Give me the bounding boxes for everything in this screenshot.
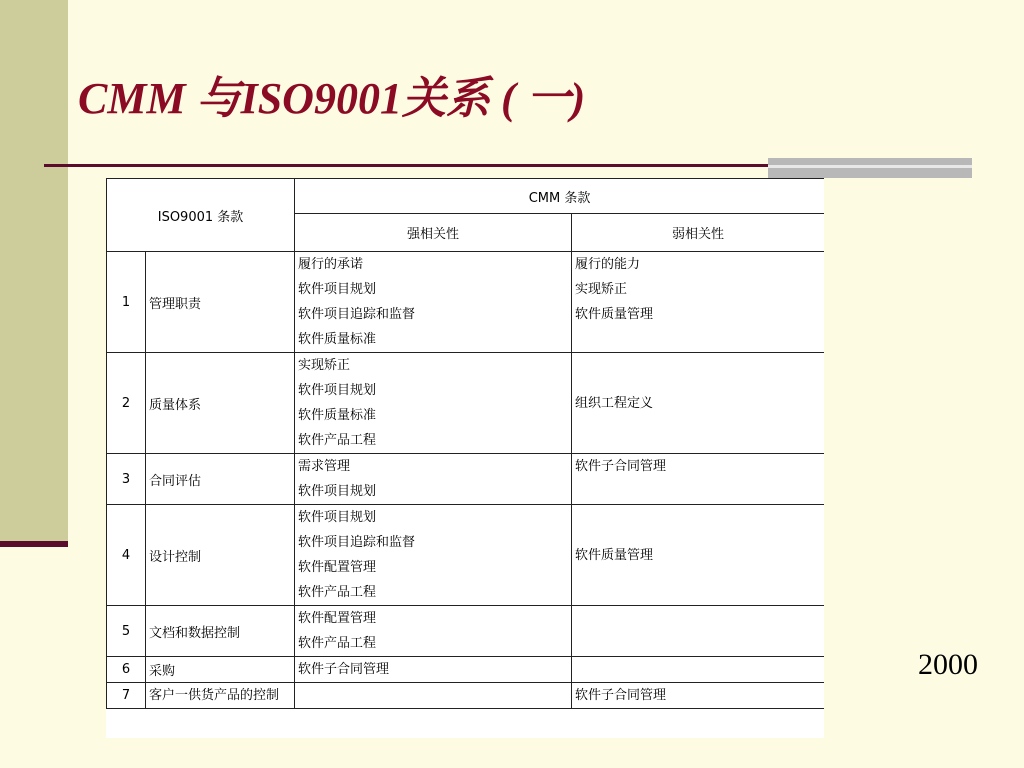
strong-cell [295,683,572,709]
cmm-item: 履行的能力 [575,257,641,272]
iso-clause-cell: 设计控制 [146,505,295,606]
row-number: 6 [107,657,146,683]
table-row [107,252,825,353]
table-row [107,606,825,657]
strong-cell [295,353,572,454]
cmm-item: 软件子合同管理 [575,459,667,474]
strong-cell [295,606,572,657]
cmm-item: 软件质量管理 [575,307,654,322]
cmm-item: 履行的承诺 [298,257,364,272]
header-strong-relevance: 强相关性 [295,214,572,252]
clause-table-image [106,178,824,738]
cmm-item: 软件质量管理 [575,547,654,563]
cmm-item: 软件子合同管理 [298,662,390,677]
table-row [107,505,825,606]
cmm-item: 软件产品工程 [298,636,377,651]
row-number: 4 [107,505,146,606]
row-number: 7 [107,683,146,709]
weak-cell [572,353,824,454]
decorative-gray-block [768,158,972,178]
slide-title: CMM 与ISO9001关系 ( 一) [78,74,586,123]
left-accent-bar [0,0,68,547]
weak-cell [572,683,824,709]
iso-clause-cell: 文档和数据控制 [146,606,295,657]
strong-cell [295,454,572,505]
strong-cell [295,252,572,353]
cmm-item: 软件配置管理 [298,611,377,626]
strong-cell [295,657,572,683]
header-cmm-clause: CMM 条款 [295,179,824,214]
iso-clause-cell: 合同评估 [146,454,295,505]
table-row [107,683,825,709]
weak-cell [572,606,824,657]
cmm-item: 实现矫正 [298,358,351,373]
cmm-item: 软件配置管理 [298,560,377,575]
cmm-item: 需求管理 [298,459,351,474]
iso-clause-cell: 采购 [146,657,295,683]
cmm-item: 软件项目规划 [298,510,377,525]
cmm-item: 软件子合同管理 [575,688,667,703]
cmm-item: 软件项目规划 [298,484,377,499]
cmm-item: 软件项目规划 [298,383,377,398]
strong-cell [295,505,572,606]
cmm-item: 软件质量标准 [298,408,377,423]
weak-cell [572,505,824,606]
row-number: 1 [107,252,146,353]
table-row [107,454,825,505]
row-number: 5 [107,606,146,657]
iso-cmm-table [106,178,824,709]
iso-clause-cell: 客户一供货产品的控制 [146,683,295,709]
weak-cell [572,454,824,505]
table-row [107,353,825,454]
weak-cell [572,252,824,353]
year-label: 2000 [918,648,978,681]
header-weak-relevance: 弱相关性 [572,214,824,252]
table-row [107,657,825,683]
cmm-item: 实现矫正 [575,282,628,297]
cmm-item: 软件产品工程 [298,585,377,600]
iso-clause-cell: 管理职责 [146,252,295,353]
cmm-item: 软件项目追踪和监督 [298,307,416,322]
decorative-gray-stripe [768,165,972,168]
row-number: 3 [107,454,146,505]
header-iso-clause: ISO9001 条款 [107,179,295,252]
left-accent-line [0,541,68,547]
cmm-item: 软件项目追踪和监督 [298,535,416,550]
cmm-item: 软件质量标准 [298,332,377,347]
cmm-item: 软件项目规划 [298,282,377,297]
cmm-item: 组织工程定义 [575,395,654,411]
weak-cell [572,657,824,683]
cmm-item: 软件产品工程 [298,433,377,448]
row-number: 2 [107,353,146,454]
iso-clause-cell: 质量体系 [146,353,295,454]
